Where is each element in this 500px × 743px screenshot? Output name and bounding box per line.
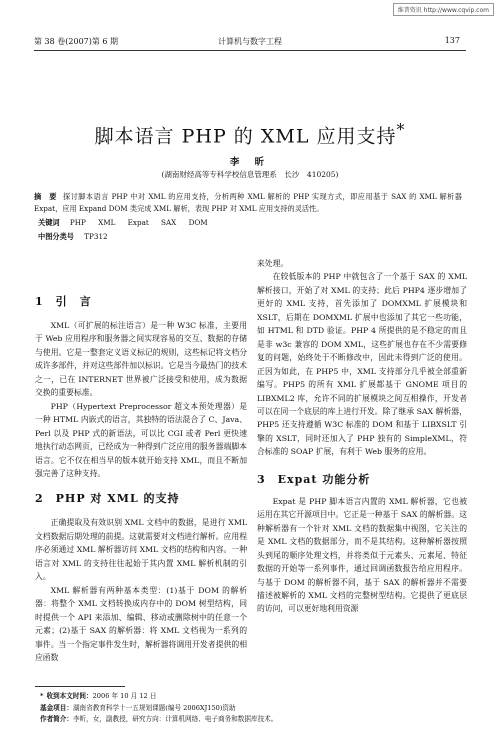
running-head (34, 36, 466, 51)
paragraph: 来处理。 (257, 259, 289, 268)
paragraph: 在较低版本的 PHP 中就包含了一个基于 SAX 的 XML 解析接口，开始了对 XML 的支持；此后 PHP4 逐步增加了更好的 XML 支持，首先添加了 DOMXML 扩展模块和 XSLT，后期在 DOMXML 扩展中也添加了其它一些功能，如 HTML 和 DTD 验证。PHP 4 所提供的是不稳定的而且是非 w3c 兼容的 DOM XML，这些扩展也存在不少需要修复的问题，始终处于不断修改中，因此未得到广泛的使用。正因为如此，在 PHP5 中，XML 支持部分几乎被全部重新编写。PHP5 的所有 XML 扩展都基于 GNOME 项目的 LIBXML2 库，允许不同的扩展模块之间互相操作，开发者可以在同一个底层的库上进行开发。除了继承 SAX 解析器，PHP5 还支持遵循 W3C 标准的 DOM 和基于 LIBXSLT 引擎的 XSLT，同时还加入了 PHP 独有的 SimpleXML，符合标准的 SOAP 扩展，有利于 Web 服务的应用。 (257, 272, 467, 457)
watermark: 维普资讯 http://www.cqvip.com (393, 3, 494, 16)
paragraph: PHP（Hypertext Preprocessor 超文本预处理器）是一种 HTML 内嵌式的语言，其独特的语法混合了 C、Java、Perl 以及 PHP 式的新语法，可以比 CGI 或者 Perl 更快速地执行动态网页，已经成为一种得到广泛应用的服务器端脚本语言。它不仅在相当早的版本就开始支持 XML，而且不断加强完善了这种支持。 (35, 401, 247, 478)
classification (38, 232, 108, 242)
page-number: 137 (444, 36, 460, 45)
article-title (0, 120, 500, 148)
paragraph: XML（可扩展的标注语言）是一种 W3C 标准，主要用于 Web 应用程序和服务器之间实现容易的交互、数据的存储与使用。它是一整套定义语义标记的规则，这些标记将文档分成许多部件，并对这些部件加以标识。它是当今最热门的技术之一，已在 INTERNET 世界被广泛接受和使用，成为数据交换的重要标准。 (35, 321, 247, 398)
section-heading: 3 Expat 功能分析 (257, 472, 371, 486)
footnotes (40, 691, 277, 726)
article-author: 李 昕 (229, 157, 271, 168)
abstract-text: 探讨脚本语言 PHP 中对 XML 的应用支持，分析两种 XML 解析的 PHP 实现方式，即应用基于 SAX 的 XML 解析器 Expat，应用 Expand DOM 类完成 XML 解析，表现 PHP 对 XML 应用支持的灵活性。 (34, 192, 462, 213)
classification-code: TP312 (84, 232, 108, 241)
keyword: XML (98, 218, 116, 227)
received-date: 2006 年 10 月 12 日 (92, 692, 157, 700)
footnote-received (40, 691, 277, 703)
fund-label: 基金项目： (40, 703, 73, 712)
author-bio: 李昕，女，副教授，研究方向：计算机网络、电子商务和数据库技术。 (72, 715, 278, 723)
received-label: 收到本文时间： (46, 692, 93, 700)
paragraph: XML 解析器有两种基本类型：(1)基于 DOM 的解析器：将整个 XML 文档转换成内存中的 DOM 树型结构，同时提供一个 API 来添加、编辑、移动或删除树中的任意一个元素；(2)基于 SAX 的解析器：将 XML 文档视为一系列的事件。当一个指定事件发生时，解析器将调用开发者提供的相应函数 (35, 585, 247, 662)
left-column (35, 257, 247, 664)
keyword: SAX (161, 218, 177, 227)
keywords-label: 关键词 (38, 218, 60, 227)
paragraph: Expat 是 PHP 脚本语言内置的 XML 解析器，它也被运用在其它开源项目中。它正是一种基于 SAX 的解析器。这种解析器有一个针对 XML 文档的数据集中视图，它关注的是 XML 文档的数据部分，而不是其结构。这种解析器按照头到尾的顺序处理文档，并将类似于元素头、元素尾、特征数据的开始等一系列事件，通过回调函数报告给应用程序。与基于 DOM 的解析器不同，基于 SAX 的解析器并不需要描述被解析的 XML 文档的完整树型结构。它提供了更底层的访问，可以更好地利用资源 (257, 496, 467, 614)
section-heading: 1 引 言 (35, 295, 92, 308)
article-title-text: 脚本语言 PHP 的 XML 应用支持 (94, 125, 397, 148)
footnote-marker: * (396, 120, 406, 139)
paragraph: 正确提取及有效识别 XML 文档中的数据，是进行 XML 文档数据后期处理的前提。这就需要对文档进行解析。应用程序必须通过 XML 解析器访问 XML 文档的结构和内容。一种语言对 XML 的支持往往起始于其内置 XML 解析机制的引入。 (35, 518, 247, 582)
keyword: Expat (127, 218, 149, 227)
footnote-author (40, 714, 277, 726)
journal-name: 计算机与数字工程 (218, 37, 282, 46)
abstract-label: 摘 要 (34, 192, 57, 201)
keywords (38, 218, 218, 228)
classification-label: 中图分类号 (38, 232, 74, 241)
section-heading: 2 PHP 对 XML 的支持 (35, 492, 180, 506)
keyword: DOM (188, 218, 208, 227)
footnote-fund (40, 703, 277, 715)
journal-issue: 第 38 卷(2007)第 6 期 (34, 37, 119, 46)
author-bio-label: 作者简介： (40, 715, 73, 723)
footnote-bullet: * (40, 692, 44, 700)
abstract (34, 191, 462, 214)
footnote-divider (35, 686, 125, 687)
right-column (257, 257, 467, 616)
keyword: PHP (69, 218, 86, 227)
author-affiliation: (湖南财经高等专科学校信息管理系 长沙 410205) (161, 170, 339, 179)
fund-text: 湖南省教育科学十一五规划课题(编号 2006XJ150)资助 (72, 703, 236, 712)
